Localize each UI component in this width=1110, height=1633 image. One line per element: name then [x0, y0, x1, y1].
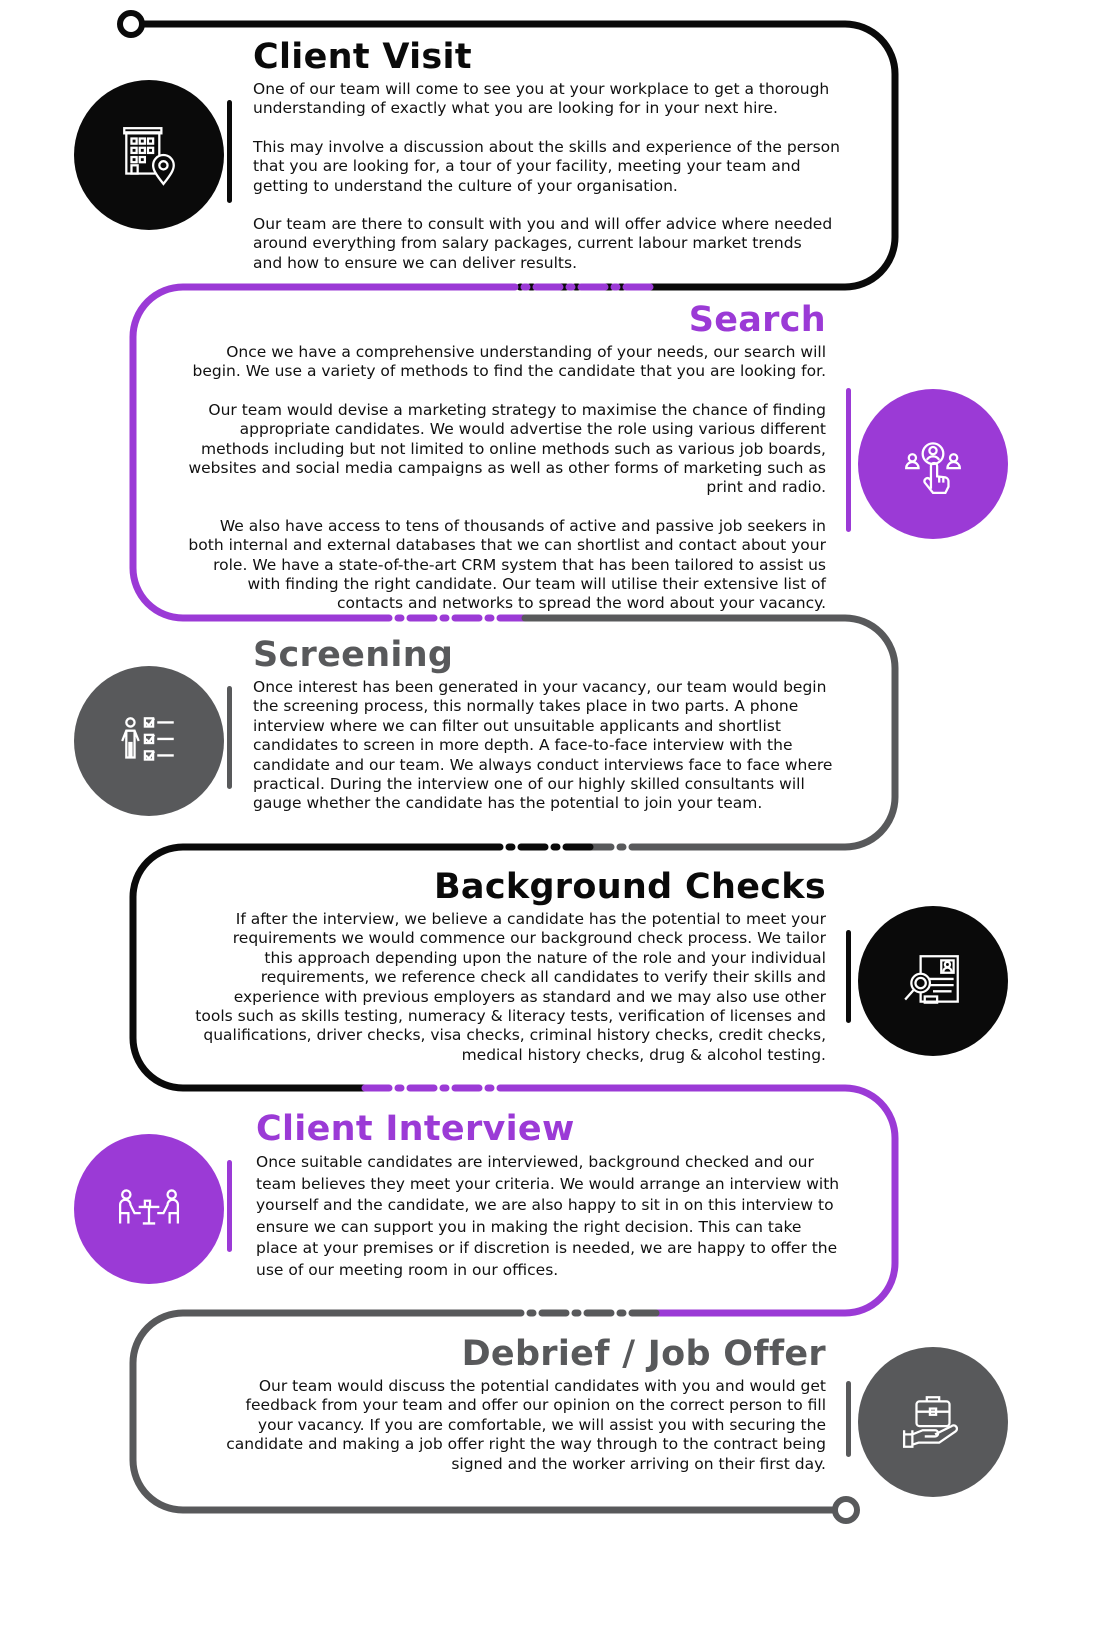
debrief-title: Debrief / Job Offer — [461, 1334, 826, 1374]
client-visit-divider — [227, 100, 232, 203]
debrief-paragraph-1: Our team would discuss the potential candidates with you and would get feedback from your team and offer our opinion on the correct person to fill your vacancy. If you are comfortable, we will assist you with securing the candidate and making a job offer right the way through to the contract being signed and the worker arriving on their first day. — [226, 1377, 826, 1473]
screening-paragraph-1: Once interest has been generated in your vacancy, our team would begin the screening process, this normally takes place in two parts. A phone interview where we can filter out unsuitable applicants and shortlist candidates to screen in more depth. A face-to-face interview with the candidate and our team. We always conduct interviews face to face where practical. During the interview one of our highly skilled consultants will gauge whether the candidate has the potential to join your team. — [253, 678, 833, 813]
debrief-divider — [846, 1381, 851, 1457]
client-visit-title: Client Visit — [253, 37, 472, 77]
client-visit-paragraph-3: Our team are there to consult with you and will offer advice where needed around everything from salary packages, current labour market trends and how to ensure we can deliver results. — [253, 215, 833, 272]
briefcase-hand-icon — [900, 1389, 966, 1455]
search-paragraph-2: Our team would devise a marketing strategy to maximise the chance of finding appropriate candidates. We would advertise the role using various different methods including but not limited to online methods such as various job boards, websites and social media campaigns as well as other forms of marketing such as print and radio. — [188, 400, 826, 497]
step-client-visit — [253, 38, 873, 273]
screening-title: Screening — [253, 635, 454, 675]
step-screening — [253, 636, 873, 814]
screening-icon-circle — [74, 666, 224, 816]
search-title: Search — [688, 300, 826, 340]
search-divider — [846, 388, 851, 532]
step-client-interview — [256, 1110, 876, 1281]
screening-divider — [227, 686, 232, 789]
flow-start-node — [120, 13, 142, 35]
background-checks-icon-circle — [858, 906, 1008, 1056]
client-interview-title: Client Interview — [256, 1109, 575, 1149]
step-search — [160, 301, 826, 614]
checklist-person-icon — [116, 708, 182, 774]
document-magnifier-icon — [900, 948, 966, 1014]
background-checks-divider — [846, 930, 851, 1023]
search-icon-circle — [858, 389, 1008, 539]
interview-table-icon — [116, 1176, 182, 1242]
client-visit-paragraph-2: This may involve a discussion about the skills and experience of the person that you are looking for, a tour of your facility, meeting your team and getting to understand the culture of your organisation. — [253, 137, 840, 195]
search-paragraph-3: We also have access to tens of thousands of active and passive job seekers in both internal and external databases that we can shortlist and contact about your role. We have a state-of-the-art CRM system that has been tailored to assist us with finding the right candidate. Our team will utilise their extensive list of contacts and networks to spread the word about your vacancy. — [188, 516, 826, 613]
flow-end-node — [835, 1499, 857, 1521]
client-visit-icon-circle — [74, 80, 224, 230]
background-checks-title: Background Checks — [433, 867, 826, 907]
candidate-search-icon — [900, 431, 966, 497]
client-interview-paragraph-1: Once suitable candidates are interviewed, background checked and our team believes they meet your criteria. We would arrange an interview with yourself and the candidate, we are also happy to sit in on this interview to ensure we can support you in making the right decision. This can take place at your premises or if discretion is needed, we are happy to offer the use of our meeting room in our offices. — [256, 1153, 840, 1279]
client-interview-divider — [227, 1160, 232, 1252]
debrief-icon-circle — [858, 1347, 1008, 1497]
building-location-icon — [116, 122, 182, 188]
step-debrief-job-offer — [160, 1335, 826, 1474]
background-checks-paragraph-1: If after the interview, we believe a candidate has the potential to meet your requirements we would commence our background check process. We tailor this approach depending upon the nature of the role and your individual requirements, we reference check all candidates to verify their skills and experience with previous employers as standard and we may also use other tools such as skills testing, numeracy & literacy tests, verification of licenses and qualifications, driver checks, visa checks, criminal history checks, credit checks, medical history checks, drug & alcohol testing. — [195, 910, 826, 1064]
client-visit-paragraph-1: One of our team will come to see you at your workplace to get a thorough understanding of exactly what you are looking for in your next hire. — [253, 80, 830, 118]
step-background-checks — [160, 868, 826, 1065]
search-paragraph-1: Once we have a comprehensive understanding of your needs, our search will begin. We use a variety of methods to find the candidate that you are looking for. — [192, 343, 826, 381]
client-interview-icon-circle — [74, 1134, 224, 1284]
